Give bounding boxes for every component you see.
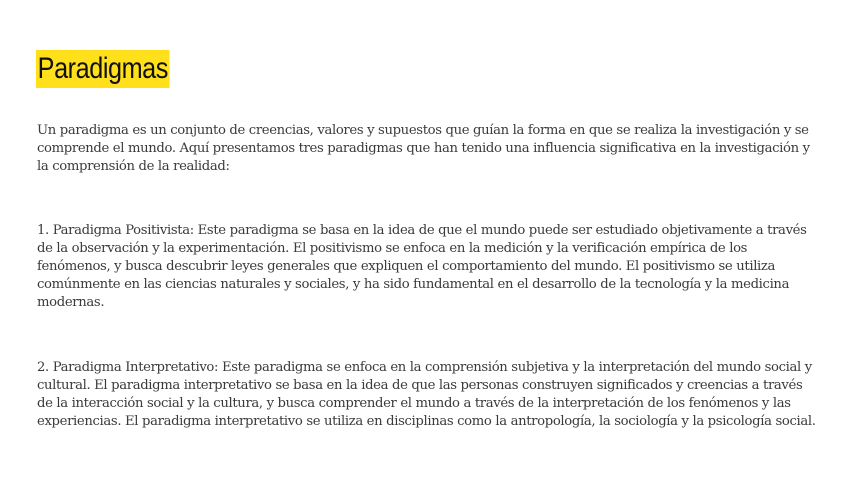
intro-paragraph: Un paradigma es un conjunto de creencias, valores y supuestos que guían la forma en que se realiza la investigación y se comprende el mundo. Aquí presentamos tres paradigmas que han tenido una influencia significativa en la investigación y la comprensión de la realidad: — [37, 123, 810, 174]
slide-title: Paradigmas — [36, 50, 170, 88]
interpretive-paragraph: 2. Paradigma Interpretativo: Este paradigma se enfoca en la comprensión subjetiva y la interpretación del mundo social y cultural. El paradigma interpretativo se basa en la idea de que las personas construyen significados y creencias a través de la interacción social y la cultura, y busca comprender el mundo a través de la interpretación de los fenómenos y las experiencias. El paradigma interpretativo se utiliza en disciplinas como la antropología, la sociología y la psicología social. — [37, 360, 816, 429]
positivist-paragraph: 1. Paradigma Positivista: Este paradigma se basa en la idea de que el mundo puede ser estudiado objetivamente a través de la observación y la experimentación. El positivismo se enfoca en la medición y la verificación empírica de los fenómenos, y busca descubrir leyes generales que expliquen el comportamiento del mundo. El positivismo se utiliza comúnmente en las ciencias naturales y sociales, y ha sido fundamental en el desarrollo de la tecnología y la medicina modernas. — [37, 223, 807, 310]
